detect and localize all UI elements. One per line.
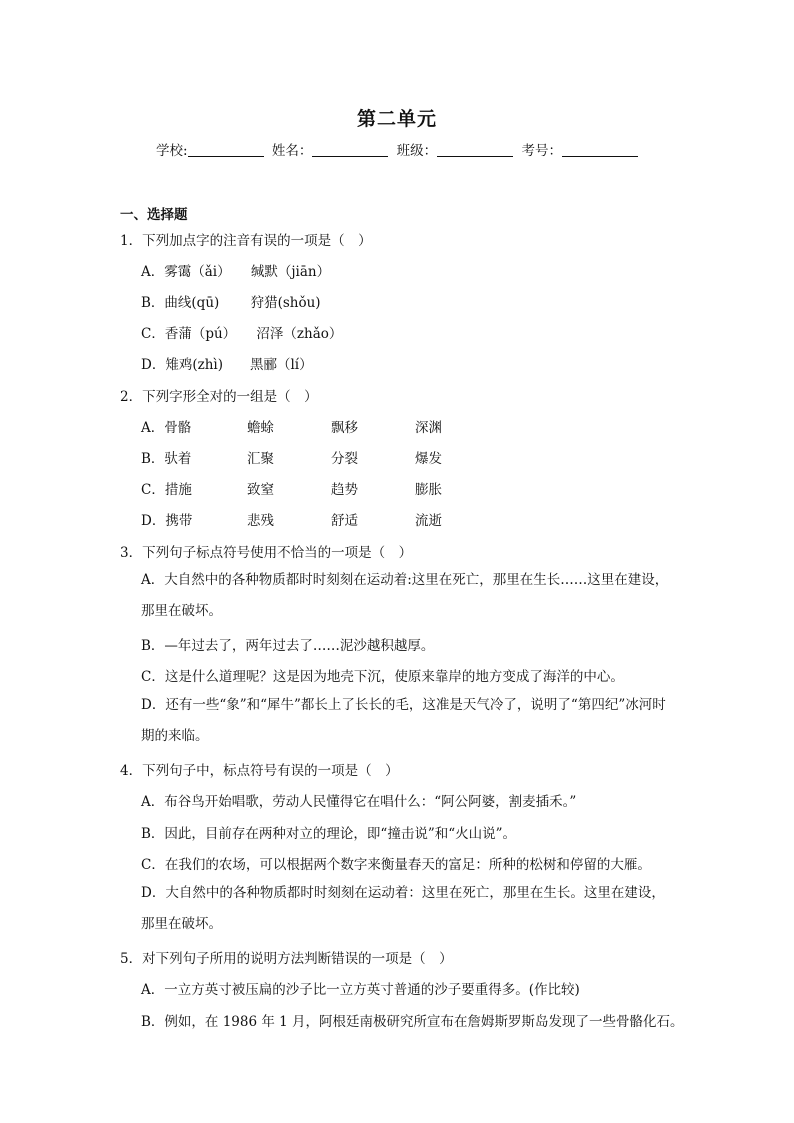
option-word: 深渊 [415,420,442,436]
question-1-option-a: A．雾霭（ǎi） 缄默（jiān） [141,264,331,280]
option-word: 膨胀 [415,482,442,498]
option-word: 舒适 [331,513,358,529]
option-word: 分裂 [331,451,358,467]
option-word: B．驮着 [141,451,192,467]
option-word: 致窒 [247,482,274,498]
option-word: 趋势 [331,482,358,498]
question-5-stem: 5．对下列句子所用的说明方法判断错误的一项是（ ） [120,951,453,967]
question-1-stem: 1．下列加点字的注音有误的一项是（ ） [120,233,372,249]
question-3-option-c: C．这是什么道理呢？这是因为地壳下沉，使原来靠岸的地方变成了海洋的中心。 [141,669,624,685]
question-4-option-d: D．大自然中的各种物质都时时刻刻在运动着：这里在死亡，那里在生长。这里在建设，那里在破坏。 [141,885,665,932]
question-4-option-a: A．布谷鸟开始唱歌，劳动人民懂得它在唱什么：“阿公阿婆，割麦插禾。” [141,794,577,810]
question-5-option-b: B．例如，在 1986 年 1 月，阿根廷南极研究所宣布在詹姆斯罗斯岛发现了一些骨骼化石。 [141,1014,684,1030]
option-word: 流逝 [415,513,442,529]
question-5-option-a: A．一立方英寸被压扁的沙子比一立方英寸普通的沙子要重得多。(作比较) [141,982,580,998]
question-1-option-b: B．曲线(qū) 狩猎(shǒu) [141,295,321,311]
option-word: C．措施 [141,482,192,498]
number-blank[interactable] [562,142,638,157]
class-blank[interactable] [437,142,513,157]
option-word: 爆发 [415,451,442,467]
question-2-stem: 2．下列字形全对的一组是（ ） [120,389,318,405]
question-4-stem: 4．下列句子中，标点符号有误的一项是（ ） [120,763,399,779]
number-label: 考号： [521,143,562,159]
option-word: 汇聚 [247,451,274,467]
option-word: 蟾蜍 [247,420,274,436]
question-1-option-d: D．雉鸡(zhì) 黑郦（lí） [141,357,313,373]
option-word: A．骨骼 [141,420,192,436]
option-word: D．携带 [141,513,193,529]
question-4-option-c: C．在我们的农场，可以根据两个数字来衡量春天的富足：所种的松树和停留的大雁。 [141,857,651,873]
question-3-stem: 3．下列句子标点符号使用不恰当的一项是（ ） [120,545,413,561]
name-label: 姓名： [271,143,313,159]
school-label: 学校: [156,143,188,159]
question-3-option-d: D．还有一些“象”和“犀牛”都长上了长长的毛，这准是天气冷了，说明了“第四纪”冰河时期的来临。 [141,697,666,744]
option-word: 悲残 [247,513,274,529]
class-label: 班级： [396,143,438,159]
section-heading: 一、选择题 [120,207,188,223]
student-info-line [0,139,794,159]
question-4-option-b: B．因此，目前存在两种对立的理论，即“撞击说”和“火山说”。 [141,826,517,842]
page-title: 第二单元 [356,108,437,130]
name-blank[interactable] [312,142,388,157]
question-1-option-c: C．香蒲（pú） 沼泽（zhǎo） [141,326,343,342]
question-3-option-b: B．—年过去了，两年过去了……泥沙越积越厚。 [141,638,435,654]
question-3-option-a: A．大自然中的各种物质都时时刻刻在运动着:这里在死亡，那里在生长……这里在建设，那里在破坏。 [141,572,669,619]
school-blank[interactable] [188,142,264,157]
option-word: 飘移 [331,420,358,436]
